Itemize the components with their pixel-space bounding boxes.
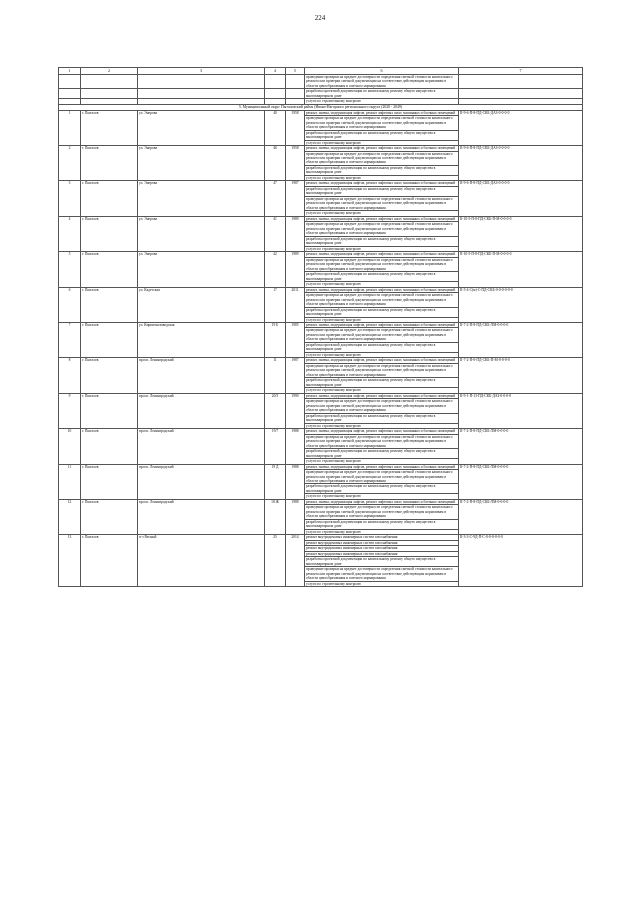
- work-type-cell: проведение проверки на предмет достоверности определения сметной стоимости капитального ремонта или проверки сметной документации на соответствие действующим нормативам в области ценообразования и сметного нормирования: [305, 328, 459, 342]
- house-row: [59, 393, 583, 398]
- classification-code-cell: II-9-1-П-13-ПД-СКБ-ДАЗ-0-0-0-0: [459, 393, 583, 428]
- year-cell: 1988: [286, 499, 305, 534]
- settlement-cell: г. Пыталов: [81, 322, 138, 357]
- year-cell: 1987: [286, 181, 305, 216]
- house-row: [59, 216, 583, 221]
- street-cell: просп. Ленинградский: [138, 499, 265, 534]
- street-cell: п-з Весный: [138, 535, 265, 587]
- column-number: 2: [81, 68, 138, 75]
- column-number: 6: [305, 68, 459, 75]
- work-type-cell: услуги по строительному контролю: [305, 175, 459, 180]
- work-type-cell: услуги по строительному контролю: [305, 494, 459, 499]
- row-number: 5: [59, 252, 81, 287]
- classification-code-cell: II-10-5-П-8-ПД-СКБ-П-М-0-0-0-0: [459, 252, 583, 287]
- work-type-cell: услуги по строительному контролю: [305, 282, 459, 287]
- work-type-cell: проведение проверки на предмет достоверности определения сметной стоимости капитального ремонта или проверки сметной документации на соответствие действующим нормативам в области ценообразования и сметного нормирования: [305, 505, 459, 519]
- work-type-cell: разработка проектной документации по капитальному ремонту общего имущества в многоквартирном доме: [305, 557, 459, 567]
- classification-code-cell: II-10-5-П-8-ПД-СКБ-П-М-0-0-0-0: [459, 216, 583, 251]
- work-type-cell: услуги по строительному контролю: [305, 211, 459, 216]
- year-cell: 1989: [286, 252, 305, 287]
- classification-code-cell: II-9-6-П-8-ПД-СКБ-ДАЗ-0-0-0-0: [459, 146, 583, 181]
- settlement-cell: г. Пыталов: [81, 110, 138, 145]
- work-type-cell: ремонт, замена, модернизация лифтов, ремонт лифтовых шахт, машинных и блочных помещений: [305, 181, 459, 186]
- work-type-cell: разработка проектной документации по капитальному ремонту общего имущества в многоквартирном доме: [305, 130, 459, 140]
- work-type-cell: ремонт, замена, модернизация лифтов, ремонт лифтовых шахт, машинных и блочных помещений: [305, 216, 459, 221]
- row-number: 10: [59, 429, 81, 464]
- settlement-cell: г. Пыталов: [81, 464, 138, 499]
- work-type-cell: ремонт внутридомовых инженерных систем газоснабжения: [305, 551, 459, 556]
- classification-code-cell: II-7-2-П-8-ПД-СКБ-ЛМ-0-0-0-0: [459, 464, 583, 499]
- capital-repair-register-table: [58, 67, 583, 587]
- classification-code-cell: II-9-6-П-8-ПД-СКБ-ДАЗ-0-0-0-0: [459, 110, 583, 145]
- work-type-cell: ремонт внутридомовых инженерных систем газоснабжения: [305, 535, 459, 540]
- work-type-cell: проведение проверки на предмет достоверности определения сметной стоимости капитального ремонта или проверки сметной документации на соответствие действующим нормативам в области ценообразования и сметного нормирования: [305, 363, 459, 377]
- street-cell: просп. Ленинградский: [138, 393, 265, 428]
- column-number: 3: [138, 68, 265, 75]
- work-type-cell: ремонт, замена, модернизация лифтов, ремонт лифтовых шахт, машинных и блочных помещений: [305, 393, 459, 398]
- work-type-cell: ремонт, замена, модернизация лифтов, ремонт лифтовых шахт, машинных и блочных помещений: [305, 287, 459, 292]
- street-cell: ул. Кирпичнозаводская: [138, 322, 265, 357]
- work-type-cell: проведение проверки на предмет достоверности определения сметной стоимости капитального ремонта или проверки сметной документации на соответствие действующим нормативам в области ценообразования и сметного нормирования: [305, 434, 459, 448]
- work-type-cell: ремонт, замена, модернизация лифтов, ремонт лифтовых шахт, машинных и блочных помещений: [305, 358, 459, 363]
- row-number: 9: [59, 393, 81, 428]
- settlement-cell: г. Пыталов: [81, 358, 138, 393]
- year-cell: 1985: [286, 322, 305, 357]
- settlement-cell: г. Пыталов: [81, 499, 138, 534]
- house-number-cell: 18 Ж: [265, 499, 286, 534]
- classification-code-cell: II-7-2-П-8-ПД-СКБ-ЛМ-0-0-0-0: [459, 322, 583, 357]
- house-number-cell: 19 Д: [265, 464, 286, 499]
- settlement-cell: г. Пыталов: [81, 287, 138, 322]
- work-type-cell: услуги по строительному контролю: [305, 388, 459, 393]
- settlement-cell: г. Пыталов: [81, 393, 138, 428]
- work-type-cell: проведение проверки на предмет достоверности определения сметной стоимости капитального ремонта или проверки сметной документации на соответствие действующим нормативам в области ценообразования и сметного нормирования: [305, 196, 459, 210]
- column-number: 1: [59, 68, 81, 75]
- row-number: 8: [59, 358, 81, 393]
- house-row: [59, 429, 583, 434]
- year-cell: 1988: [286, 429, 305, 464]
- work-type-cell: ремонт, замена, модернизация лифтов, ремонт лифтовых шахт, машинных и блочных помещений: [305, 252, 459, 257]
- work-type-cell: проведение проверки на предмет достоверности определения сметной стоимости капитального ремонта или проверки сметной документации на соответствие действующим нормативам в области ценообразования и сметного нормирования: [305, 75, 459, 89]
- work-type-cell: проведение проверки на предмет достоверности определения сметной стоимости капитального ремонта или проверки сметной документации на соответствие действующим нормативам в области ценообразования и сметного нормирования: [305, 222, 459, 236]
- page-number: 224: [314, 14, 326, 22]
- year-cell: 2014: [286, 535, 305, 587]
- work-type-cell: услуги по строительному контролю: [305, 423, 459, 428]
- street-cell: ул. Энерова: [138, 181, 265, 216]
- house-row: [59, 464, 583, 469]
- column-number-row: [59, 68, 583, 75]
- work-type-cell: ремонт, замена, модернизация лифтов, ремонт лифтовых шахт, машинных и блочных помещений: [305, 322, 459, 327]
- row-number: 1: [59, 110, 81, 145]
- classification-code-cell: II-3-3-С-9Д-П-С-0-0-0-0-0-0: [459, 535, 583, 587]
- column-number: 7: [459, 68, 583, 75]
- house-row: [59, 252, 583, 257]
- work-type-cell: услуги по строительному контролю: [305, 246, 459, 251]
- row-number: 3: [59, 181, 81, 216]
- work-type-cell: ремонт внутридомовых инженерных систем газоснабжения: [305, 540, 459, 545]
- house-number-cell: 19/7: [265, 429, 286, 464]
- work-type-cell: проведение проверки на предмет достоверности определения сметной стоимости капитального ремонта или проверки сметной документации на соответствие действующим нормативам в области ценообразования и сметного нормирования: [305, 470, 459, 484]
- street-cell: просп. Ленинградский: [138, 358, 265, 393]
- house-number-cell: 19 Б: [265, 322, 286, 357]
- work-type-cell: разработка проектной документации по капитальному ремонту общего имущества в многоквартирном доме: [305, 89, 459, 99]
- year-cell: 1958: [286, 110, 305, 145]
- work-type-cell: разработка проектной документации по капитальному ремонту общего имущества в многоквартирном доме: [305, 413, 459, 423]
- work-type-cell: ремонт, замена, модернизация лифтов, ремонт лифтовых шахт, машинных и блочных помещений: [305, 146, 459, 151]
- street-cell: ул. Кадетская: [138, 287, 265, 322]
- street-cell: просп. Ленинградский: [138, 429, 265, 464]
- work-type-cell: ремонт, замена, модернизация лифтов, ремонт лифтовых шахт, машинных и блочных помещений: [305, 464, 459, 469]
- row-number: 7: [59, 322, 81, 357]
- street-cell: ул. Энерова: [138, 146, 265, 181]
- settlement-cell: г. Пыталов: [81, 535, 138, 587]
- classification-code-cell: II-7-2-П-8-ПД-СКБ-ЛМ-0-0-0-0: [459, 499, 583, 534]
- house-row: [59, 322, 583, 327]
- house-number-cell: 46: [265, 146, 286, 181]
- year-cell: 1988: [286, 464, 305, 499]
- classification-code-cell: II-7-2-П-8-ПД-СКБ-ЛМ-0-0-0-0: [459, 429, 583, 464]
- house-row: [59, 287, 583, 292]
- settlement-cell: г. Пыталов: [81, 429, 138, 464]
- work-type-cell: проведение проверки на предмет достоверности определения сметной стоимости капитального ремонта или проверки сметной документации на соответствие действующим нормативам в области ценообразования и сметного нормирования: [305, 151, 459, 165]
- house-number-cell: 42: [265, 252, 286, 287]
- work-type-cell: услуги по строительному контролю: [305, 529, 459, 534]
- work-type-cell: услуги по строительному контролю: [305, 317, 459, 322]
- work-type-cell: ремонт, замена, модернизация лифтов, ремонт лифтовых шахт, машинных и блочных помещений: [305, 429, 459, 434]
- house-number-cell: 20/3: [265, 393, 286, 428]
- work-type-cell: услуги по строительному контролю: [305, 459, 459, 464]
- work-type-cell: услуги по строительному контролю: [305, 352, 459, 357]
- settlement-cell: г. Пыталов: [81, 252, 138, 287]
- work-type-cell: разработка проектной документации по капитальному ремонту общего имущества в многоквартирном доме: [305, 236, 459, 246]
- work-type-cell: разработка проектной документации по капитальному ремонту общего имущества в многоквартирном доме: [305, 272, 459, 282]
- column-number: 4: [265, 68, 286, 75]
- house-number-cell: 47: [265, 181, 286, 216]
- section-title: 5. Муниципальный округ Пыталовский район (Ивано-Нагорного регионального округа (2020 - 2049): [59, 104, 583, 110]
- work-type-cell: ремонт, замена, модернизация лифтов, ремонт лифтовых шахт, машинных и блочных помещений: [305, 499, 459, 504]
- settlement-cell: г. Пыталов: [81, 181, 138, 216]
- house-row: [59, 358, 583, 363]
- house-number-cell: 17: [265, 287, 286, 322]
- house-row: [59, 181, 583, 186]
- row-number: 4: [59, 216, 81, 251]
- year-cell: 1990: [286, 393, 305, 428]
- work-type-cell: ремонт, замена, модернизация лифтов, ремонт лифтовых шахт, машинных и блочных помещений: [305, 110, 459, 115]
- settlement-cell: г. Пыталов: [81, 146, 138, 181]
- house-row: [59, 535, 583, 540]
- work-type-cell: разработка проектной документации по капитальному ремонту общего имущества в многоквартирном доме: [305, 307, 459, 317]
- row-number: 2: [59, 146, 81, 181]
- work-type-cell: разработка проектной документации по капитальному ремонту общего имущества в многоквартирном доме: [305, 342, 459, 352]
- house-row: [59, 146, 583, 151]
- street-cell: ул. Энерова: [138, 252, 265, 287]
- work-type-cell: разработка проектной документации по капитальному ремонту общего имущества в многоквартирном доме: [305, 449, 459, 459]
- classification-code-cell: II-9-6-П-8-ПД-СКБ-ДАЗ-0-0-0-0: [459, 181, 583, 216]
- house-number-cell: 40: [265, 110, 286, 145]
- street-cell: просп. Ленинградский: [138, 464, 265, 499]
- row-number: 11: [59, 464, 81, 499]
- house-number-cell: 41: [265, 216, 286, 251]
- year-cell: 1958: [286, 146, 305, 181]
- street-cell: ул. Энерова: [138, 216, 265, 251]
- row-number: 6: [59, 287, 81, 322]
- year-cell: 1987: [286, 358, 305, 393]
- classification-code-cell: II-7-2-П-0-ПД-СКБ-П-М-0-0-0-0: [459, 358, 583, 393]
- continuation-row: [59, 75, 583, 89]
- house-row: [59, 499, 583, 504]
- work-type-cell: услуги по строительному контролю: [305, 99, 459, 104]
- continuation-row: [59, 89, 583, 99]
- classification-code-cell: II-5-4-С(м)-С-ПД-СКБ-0-0-0-0-0-0: [459, 287, 583, 322]
- work-type-cell: услуги по строительному контролю: [305, 140, 459, 145]
- work-type-cell: ремонт внутридомовых инженерных систем газоснабжения: [305, 546, 459, 551]
- work-type-cell: разработка проектной документации по капитальному ремонту общего имущества в многоквартирном доме: [305, 519, 459, 529]
- column-number: 5: [286, 68, 305, 75]
- work-type-cell: разработка проектной документации по капитальному ремонту общего имущества в многоквартирном доме: [305, 378, 459, 388]
- work-type-cell: разработка проектной документации по капитальному ремонту общего имущества в многоквартирном доме: [305, 186, 459, 196]
- row-number: 13: [59, 535, 81, 587]
- work-type-cell: услуги по строительному контролю: [305, 581, 459, 586]
- work-type-cell: проведение проверки на предмет достоверности определения сметной стоимости капитального ремонта или проверки сметной документации на соответствие действующим нормативам в области ценообразования и сметного нормирования: [305, 293, 459, 307]
- work-type-cell: разработка проектной документации по капитальному ремонту общего имущества в многоквартирном доме: [305, 165, 459, 175]
- work-type-cell: проведение проверки на предмет достоверности определения сметной стоимости капитального ремонта или проверки сметной документации на соответствие действующим нормативам в области ценообразования и сметного нормирования: [305, 116, 459, 130]
- work-type-cell: проведение проверки на предмет достоверности определения сметной стоимости капитального ремонта или проверки сметной документации на соответствие действующим нормативам в области ценообразования и сметного нормирования: [305, 399, 459, 413]
- house-number-cell: 25: [265, 535, 286, 587]
- year-cell: 2011: [286, 287, 305, 322]
- year-cell: 1989: [286, 216, 305, 251]
- row-number: 12: [59, 499, 81, 534]
- work-type-cell: проведение проверки на предмет достоверности определения сметной стоимости капитального ремонта или проверки сметной документации на соответствие действующим нормативам в области ценообразования и сметного нормирования: [305, 567, 459, 581]
- house-number-cell: 11: [265, 358, 286, 393]
- house-row: [59, 110, 583, 115]
- street-cell: ул. Энерова: [138, 110, 265, 145]
- work-type-cell: проведение проверки на предмет достоверности определения сметной стоимости капитального ремонта или проверки сметной документации на соответствие действующим нормативам в области ценообразования и сметного нормирования: [305, 257, 459, 271]
- settlement-cell: г. Пыталов: [81, 216, 138, 251]
- work-type-cell: разработка проектной документации по капитальному ремонту общего имущества в многоквартирном доме: [305, 484, 459, 494]
